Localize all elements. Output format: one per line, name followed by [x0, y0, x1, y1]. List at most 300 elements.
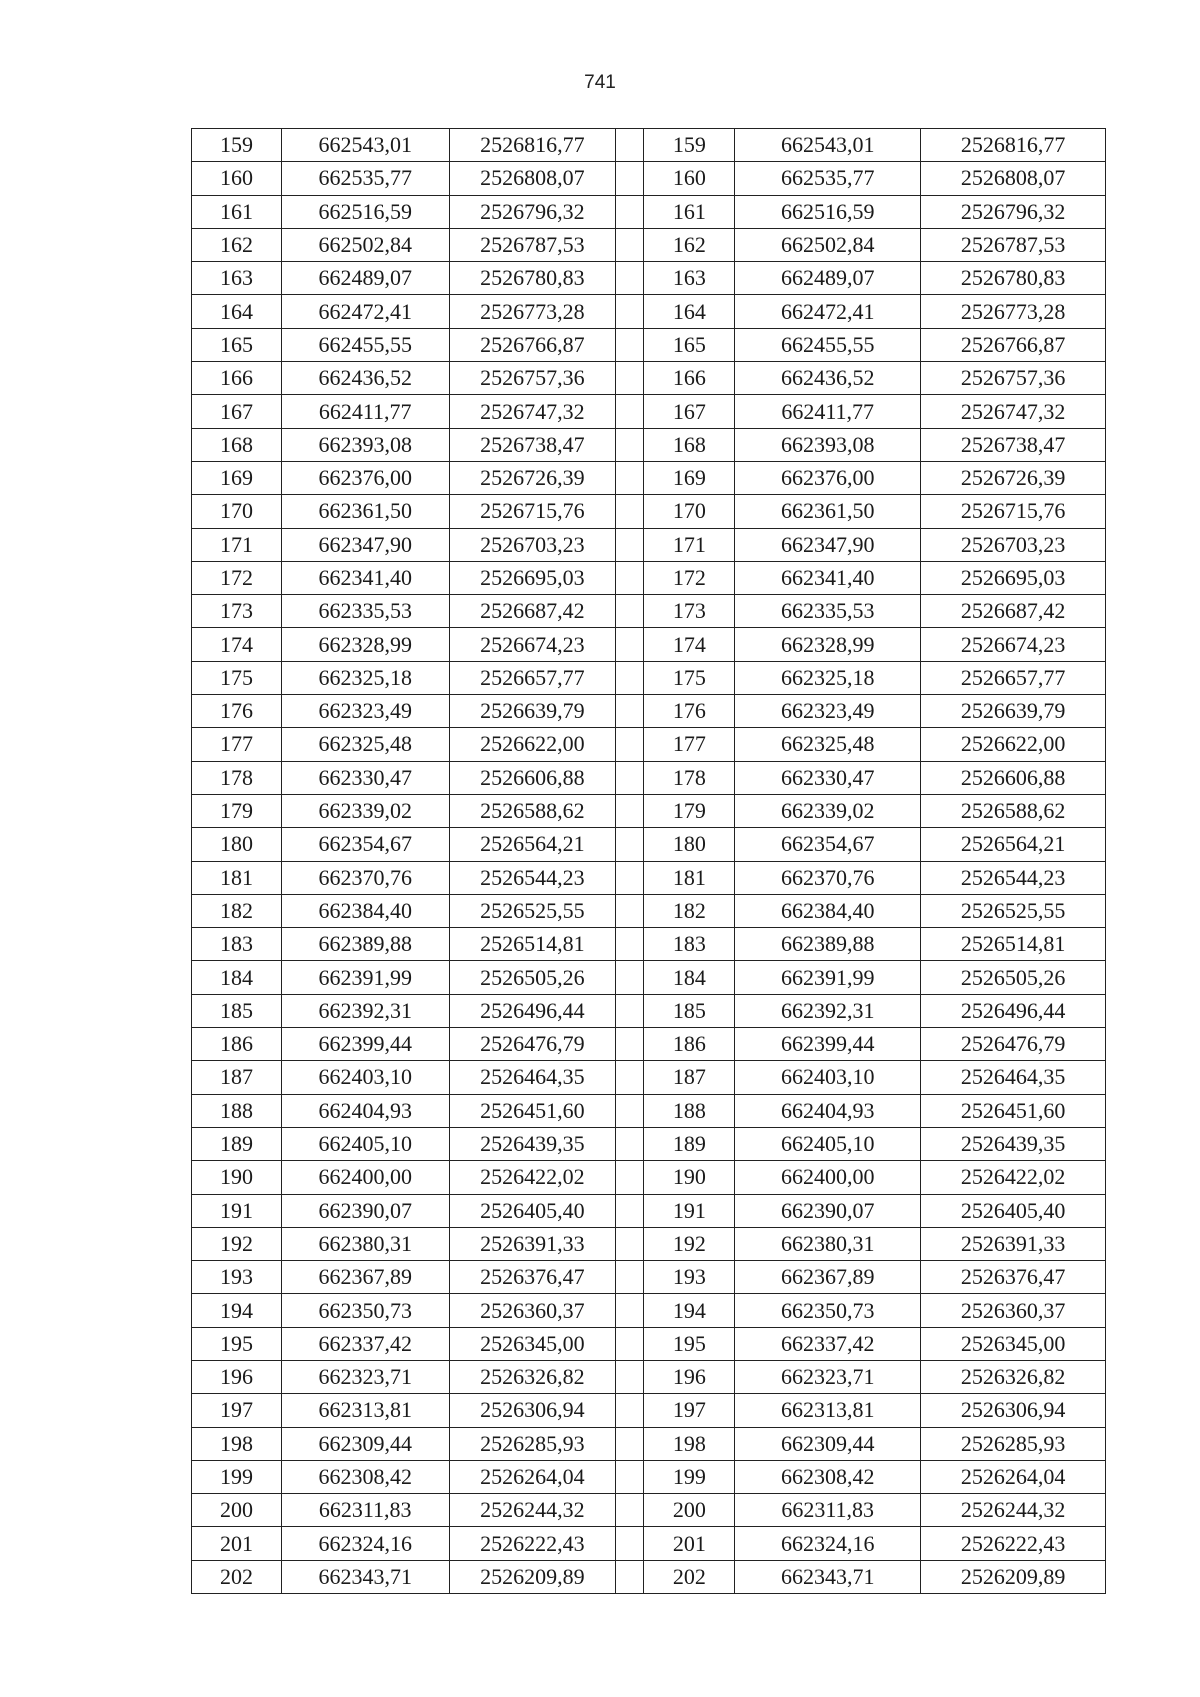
empty-separator-cell: [616, 1028, 644, 1061]
point-number-cell-2: 175: [644, 661, 735, 694]
point-number-cell: 191: [192, 1194, 282, 1227]
table-row: [192, 461, 1106, 494]
empty-separator-cell: [616, 994, 644, 1027]
y-coordinate-cell: 2526505,26: [449, 961, 616, 994]
y-coordinate-cell-2: 2526674,23: [921, 628, 1106, 661]
x-coordinate-cell-2: 662347,90: [735, 528, 921, 561]
y-coordinate-cell-2: 2526780,83: [921, 262, 1106, 295]
x-coordinate-cell-2: 662516,59: [735, 195, 921, 228]
point-number-cell: 190: [192, 1161, 282, 1194]
y-coordinate-cell: 2526345,00: [449, 1327, 616, 1360]
table-row: [192, 728, 1106, 761]
point-number-cell-2: 170: [644, 495, 735, 528]
empty-separator-cell: [616, 1094, 644, 1127]
point-number-cell: 162: [192, 228, 282, 261]
y-coordinate-cell-2: 2526564,21: [921, 828, 1106, 861]
y-coordinate-cell: 2526464,35: [449, 1061, 616, 1094]
y-coordinate-cell: 2526622,00: [449, 728, 616, 761]
x-coordinate-cell: 662324,16: [281, 1527, 449, 1560]
point-number-cell: 184: [192, 961, 282, 994]
x-coordinate-cell-2: 662354,67: [735, 828, 921, 861]
empty-separator-cell: [616, 528, 644, 561]
x-coordinate-cell-2: 662343,71: [735, 1560, 921, 1593]
table-row: [192, 395, 1106, 428]
point-number-cell-2: 200: [644, 1494, 735, 1527]
y-coordinate-cell: 2526808,07: [449, 162, 616, 195]
y-coordinate-cell: 2526757,36: [449, 362, 616, 395]
y-coordinate-cell: 2526264,04: [449, 1460, 616, 1493]
x-coordinate-cell-2: 662436,52: [735, 362, 921, 395]
table-row: [192, 129, 1106, 162]
point-number-cell: 196: [192, 1360, 282, 1393]
point-number-cell: 202: [192, 1560, 282, 1593]
y-coordinate-cell: 2526544,23: [449, 861, 616, 894]
x-coordinate-cell-2: 662361,50: [735, 495, 921, 528]
y-coordinate-cell-2: 2526816,77: [921, 129, 1106, 162]
empty-separator-cell: [616, 628, 644, 661]
y-coordinate-cell-2: 2526747,32: [921, 395, 1106, 428]
empty-separator-cell: [616, 129, 644, 162]
y-coordinate-cell: 2526787,53: [449, 228, 616, 261]
y-coordinate-cell-2: 2526687,42: [921, 595, 1106, 628]
point-number-cell-2: 188: [644, 1094, 735, 1127]
point-number-cell-2: 192: [644, 1227, 735, 1260]
x-coordinate-cell: 662403,10: [281, 1061, 449, 1094]
x-coordinate-cell-2: 662411,77: [735, 395, 921, 428]
empty-separator-cell: [616, 894, 644, 927]
table-row: [192, 1527, 1106, 1560]
y-coordinate-cell: 2526780,83: [449, 262, 616, 295]
empty-separator-cell: [616, 595, 644, 628]
table-row: [192, 595, 1106, 628]
empty-separator-cell: [616, 1127, 644, 1160]
x-coordinate-cell-2: 662324,16: [735, 1527, 921, 1560]
x-coordinate-cell: 662516,59: [281, 195, 449, 228]
point-number-cell: 200: [192, 1494, 282, 1527]
y-coordinate-cell: 2526476,79: [449, 1028, 616, 1061]
table-row: [192, 1560, 1106, 1593]
point-number-cell-2: 195: [644, 1327, 735, 1360]
x-coordinate-cell: 662309,44: [281, 1427, 449, 1460]
y-coordinate-cell-2: 2526476,79: [921, 1028, 1106, 1061]
y-coordinate-cell-2: 2526703,23: [921, 528, 1106, 561]
empty-separator-cell: [616, 1194, 644, 1227]
y-coordinate-cell: 2526514,81: [449, 928, 616, 961]
point-number-cell: 164: [192, 295, 282, 328]
point-number-cell-2: 182: [644, 894, 735, 927]
x-coordinate-cell: 662328,99: [281, 628, 449, 661]
point-number-cell-2: 176: [644, 695, 735, 728]
empty-separator-cell: [616, 1061, 644, 1094]
x-coordinate-cell-2: 662399,44: [735, 1028, 921, 1061]
x-coordinate-cell: 662347,90: [281, 528, 449, 561]
empty-separator-cell: [616, 295, 644, 328]
point-number-cell-2: 186: [644, 1028, 735, 1061]
y-coordinate-cell: 2526306,94: [449, 1394, 616, 1427]
x-coordinate-cell: 662339,02: [281, 794, 449, 827]
y-coordinate-cell: 2526285,93: [449, 1427, 616, 1460]
x-coordinate-cell: 662323,49: [281, 695, 449, 728]
point-number-cell-2: 165: [644, 328, 735, 361]
x-coordinate-cell: 662390,07: [281, 1194, 449, 1227]
point-number-cell-2: 199: [644, 1460, 735, 1493]
point-number-cell: 169: [192, 461, 282, 494]
table-row: [192, 1460, 1106, 1493]
empty-separator-cell: [616, 1560, 644, 1593]
empty-separator-cell: [616, 495, 644, 528]
table-row: [192, 1360, 1106, 1393]
table-row: [192, 794, 1106, 827]
point-number-cell-2: 190: [644, 1161, 735, 1194]
point-number-cell-2: 183: [644, 928, 735, 961]
y-coordinate-cell: 2526674,23: [449, 628, 616, 661]
x-coordinate-cell-2: 662543,01: [735, 129, 921, 162]
point-number-cell: 186: [192, 1028, 282, 1061]
y-coordinate-cell: 2526439,35: [449, 1127, 616, 1160]
x-coordinate-cell: 662370,76: [281, 861, 449, 894]
x-coordinate-cell-2: 662367,89: [735, 1261, 921, 1294]
table-row: [192, 328, 1106, 361]
point-number-cell-2: 201: [644, 1527, 735, 1560]
x-coordinate-cell-2: 662380,31: [735, 1227, 921, 1260]
y-coordinate-cell-2: 2526606,88: [921, 761, 1106, 794]
y-coordinate-cell: 2526703,23: [449, 528, 616, 561]
x-coordinate-cell: 662311,83: [281, 1494, 449, 1527]
y-coordinate-cell-2: 2526306,94: [921, 1394, 1106, 1427]
x-coordinate-cell-2: 662350,73: [735, 1294, 921, 1327]
point-number-cell-2: 197: [644, 1394, 735, 1427]
point-number-cell: 176: [192, 695, 282, 728]
point-number-cell: 201: [192, 1527, 282, 1560]
y-coordinate-cell-2: 2526244,32: [921, 1494, 1106, 1527]
y-coordinate-cell: 2526564,21: [449, 828, 616, 861]
table-row: [192, 428, 1106, 461]
y-coordinate-cell: 2526360,37: [449, 1294, 616, 1327]
x-coordinate-cell-2: 662308,42: [735, 1460, 921, 1493]
x-coordinate-cell: 662330,47: [281, 761, 449, 794]
x-coordinate-cell-2: 662337,42: [735, 1327, 921, 1360]
table-row: [192, 661, 1106, 694]
point-number-cell: 183: [192, 928, 282, 961]
y-coordinate-cell-2: 2526451,60: [921, 1094, 1106, 1127]
y-coordinate-cell-2: 2526787,53: [921, 228, 1106, 261]
y-coordinate-cell: 2526496,44: [449, 994, 616, 1027]
point-number-cell-2: 180: [644, 828, 735, 861]
y-coordinate-cell-2: 2526639,79: [921, 695, 1106, 728]
x-coordinate-cell: 662400,00: [281, 1161, 449, 1194]
point-number-cell-2: 178: [644, 761, 735, 794]
x-coordinate-cell: 662343,71: [281, 1560, 449, 1593]
y-coordinate-cell: 2526525,55: [449, 894, 616, 927]
point-number-cell-2: 185: [644, 994, 735, 1027]
empty-separator-cell: [616, 362, 644, 395]
point-number-cell-2: 184: [644, 961, 735, 994]
y-coordinate-cell-2: 2526464,35: [921, 1061, 1106, 1094]
point-number-cell: 159: [192, 129, 282, 162]
empty-separator-cell: [616, 1327, 644, 1360]
table-row: [192, 628, 1106, 661]
table-row: [192, 1127, 1106, 1160]
x-coordinate-cell: 662391,99: [281, 961, 449, 994]
table-row: [192, 228, 1106, 261]
x-coordinate-cell: 662543,01: [281, 129, 449, 162]
x-coordinate-cell-2: 662400,00: [735, 1161, 921, 1194]
x-coordinate-cell: 662350,73: [281, 1294, 449, 1327]
page-number: 741: [584, 72, 616, 93]
point-number-cell-2: 198: [644, 1427, 735, 1460]
x-coordinate-cell: 662367,89: [281, 1261, 449, 1294]
x-coordinate-cell-2: 662311,83: [735, 1494, 921, 1527]
table-row: [192, 961, 1106, 994]
point-number-cell-2: 161: [644, 195, 735, 228]
y-coordinate-cell-2: 2526345,00: [921, 1327, 1106, 1360]
x-coordinate-cell-2: 662472,41: [735, 295, 921, 328]
empty-separator-cell: [616, 1227, 644, 1260]
empty-separator-cell: [616, 228, 644, 261]
point-number-cell-2: 174: [644, 628, 735, 661]
x-coordinate-cell: 662354,67: [281, 828, 449, 861]
y-coordinate-cell-2: 2526405,40: [921, 1194, 1106, 1227]
x-coordinate-cell-2: 662323,71: [735, 1360, 921, 1393]
x-coordinate-cell-2: 662328,99: [735, 628, 921, 661]
y-coordinate-cell: 2526816,77: [449, 129, 616, 162]
empty-separator-cell: [616, 928, 644, 961]
point-number-cell-2: 163: [644, 262, 735, 295]
point-number-cell-2: 189: [644, 1127, 735, 1160]
y-coordinate-cell-2: 2526505,26: [921, 961, 1106, 994]
x-coordinate-cell: 662380,31: [281, 1227, 449, 1260]
x-coordinate-cell: 662393,08: [281, 428, 449, 461]
point-number-cell: 182: [192, 894, 282, 927]
y-coordinate-cell-2: 2526773,28: [921, 295, 1106, 328]
y-coordinate-cell-2: 2526766,87: [921, 328, 1106, 361]
point-number-cell: 168: [192, 428, 282, 461]
x-coordinate-cell-2: 662455,55: [735, 328, 921, 361]
point-number-cell-2: 187: [644, 1061, 735, 1094]
x-coordinate-cell-2: 662392,31: [735, 994, 921, 1027]
table-row: [192, 162, 1106, 195]
empty-separator-cell: [616, 1294, 644, 1327]
point-number-cell: 170: [192, 495, 282, 528]
table-row: [192, 1427, 1106, 1460]
empty-separator-cell: [616, 428, 644, 461]
point-number-cell: 187: [192, 1061, 282, 1094]
x-coordinate-cell: 662472,41: [281, 295, 449, 328]
y-coordinate-cell-2: 2526496,44: [921, 994, 1106, 1027]
y-coordinate-cell: 2526796,32: [449, 195, 616, 228]
point-number-cell: 173: [192, 595, 282, 628]
x-coordinate-cell: 662376,00: [281, 461, 449, 494]
y-coordinate-cell: 2526376,47: [449, 1261, 616, 1294]
y-coordinate-cell: 2526222,43: [449, 1527, 616, 1560]
y-coordinate-cell: 2526773,28: [449, 295, 616, 328]
y-coordinate-cell-2: 2526622,00: [921, 728, 1106, 761]
x-coordinate-cell: 662325,18: [281, 661, 449, 694]
point-number-cell-2: 159: [644, 129, 735, 162]
point-number-cell: 195: [192, 1327, 282, 1360]
y-coordinate-cell-2: 2526264,04: [921, 1460, 1106, 1493]
empty-separator-cell: [616, 761, 644, 794]
point-number-cell: 160: [192, 162, 282, 195]
point-number-cell: 163: [192, 262, 282, 295]
y-coordinate-cell-2: 2526808,07: [921, 162, 1106, 195]
table-row: [192, 195, 1106, 228]
empty-separator-cell: [616, 262, 644, 295]
x-coordinate-cell-2: 662384,40: [735, 894, 921, 927]
x-coordinate-cell-2: 662405,10: [735, 1127, 921, 1160]
x-coordinate-cell: 662404,93: [281, 1094, 449, 1127]
y-coordinate-cell: 2526451,60: [449, 1094, 616, 1127]
table-row: [192, 928, 1106, 961]
table-row: [192, 1094, 1106, 1127]
x-coordinate-cell: 662341,40: [281, 561, 449, 594]
y-coordinate-cell: 2526695,03: [449, 561, 616, 594]
x-coordinate-cell: 662535,77: [281, 162, 449, 195]
table-row: [192, 861, 1106, 894]
x-coordinate-cell-2: 662535,77: [735, 162, 921, 195]
table-row: [192, 828, 1106, 861]
y-coordinate-cell-2: 2526588,62: [921, 794, 1106, 827]
empty-separator-cell: [616, 695, 644, 728]
x-coordinate-cell-2: 662323,49: [735, 695, 921, 728]
x-coordinate-cell-2: 662391,99: [735, 961, 921, 994]
empty-separator-cell: [616, 195, 644, 228]
point-number-cell: 193: [192, 1261, 282, 1294]
empty-separator-cell: [616, 1527, 644, 1560]
y-coordinate-cell-2: 2526796,32: [921, 195, 1106, 228]
point-number-cell-2: 177: [644, 728, 735, 761]
table-row: [192, 1327, 1106, 1360]
x-coordinate-cell: 662337,42: [281, 1327, 449, 1360]
point-number-cell-2: 164: [644, 295, 735, 328]
x-coordinate-cell: 662325,48: [281, 728, 449, 761]
x-coordinate-cell: 662323,71: [281, 1360, 449, 1393]
point-number-cell-2: 162: [644, 228, 735, 261]
y-coordinate-cell-2: 2526514,81: [921, 928, 1106, 961]
table-row: [192, 1261, 1106, 1294]
y-coordinate-cell: 2526209,89: [449, 1560, 616, 1593]
point-number-cell: 180: [192, 828, 282, 861]
table-row: [192, 994, 1106, 1027]
point-number-cell-2: 179: [644, 794, 735, 827]
y-coordinate-cell: 2526326,82: [449, 1360, 616, 1393]
empty-separator-cell: [616, 1360, 644, 1393]
x-coordinate-cell: 662392,31: [281, 994, 449, 1027]
x-coordinate-cell-2: 662404,93: [735, 1094, 921, 1127]
point-number-cell: 199: [192, 1460, 282, 1493]
x-coordinate-cell: 662384,40: [281, 894, 449, 927]
empty-separator-cell: [616, 794, 644, 827]
y-coordinate-cell-2: 2526657,77: [921, 661, 1106, 694]
empty-separator-cell: [616, 828, 644, 861]
x-coordinate-cell: 662455,55: [281, 328, 449, 361]
empty-separator-cell: [616, 461, 644, 494]
y-coordinate-cell: 2526606,88: [449, 761, 616, 794]
table-row: [192, 561, 1106, 594]
x-coordinate-cell: 662502,84: [281, 228, 449, 261]
point-number-cell: 185: [192, 994, 282, 1027]
point-number-cell: 171: [192, 528, 282, 561]
empty-separator-cell: [616, 1460, 644, 1493]
point-number-cell-2: 166: [644, 362, 735, 395]
point-number-cell-2: 202: [644, 1560, 735, 1593]
point-number-cell: 172: [192, 561, 282, 594]
point-number-cell: 192: [192, 1227, 282, 1260]
x-coordinate-cell: 662411,77: [281, 395, 449, 428]
empty-separator-cell: [616, 1161, 644, 1194]
y-coordinate-cell: 2526766,87: [449, 328, 616, 361]
table-row: [192, 761, 1106, 794]
table-row: [192, 1161, 1106, 1194]
empty-separator-cell: [616, 1261, 644, 1294]
y-coordinate-cell-2: 2526285,93: [921, 1427, 1106, 1460]
point-number-cell: 165: [192, 328, 282, 361]
y-coordinate-cell: 2526244,32: [449, 1494, 616, 1527]
point-number-cell: 161: [192, 195, 282, 228]
point-number-cell: 197: [192, 1394, 282, 1427]
point-number-cell: 181: [192, 861, 282, 894]
table-row: [192, 528, 1106, 561]
empty-separator-cell: [616, 728, 644, 761]
table-row: [192, 1494, 1106, 1527]
empty-separator-cell: [616, 162, 644, 195]
x-coordinate-cell: 662313,81: [281, 1394, 449, 1427]
empty-separator-cell: [616, 661, 644, 694]
x-coordinate-cell-2: 662339,02: [735, 794, 921, 827]
y-coordinate-cell: 2526726,39: [449, 461, 616, 494]
x-coordinate-cell-2: 662309,44: [735, 1427, 921, 1460]
coordinates-table: [191, 128, 1106, 1594]
x-coordinate-cell-2: 662502,84: [735, 228, 921, 261]
x-coordinate-cell: 662436,52: [281, 362, 449, 395]
y-coordinate-cell: 2526747,32: [449, 395, 616, 428]
x-coordinate-cell-2: 662403,10: [735, 1061, 921, 1094]
x-coordinate-cell-2: 662341,40: [735, 561, 921, 594]
point-number-cell: 189: [192, 1127, 282, 1160]
x-coordinate-cell-2: 662370,76: [735, 861, 921, 894]
y-coordinate-cell-2: 2526222,43: [921, 1527, 1106, 1560]
point-number-cell: 194: [192, 1294, 282, 1327]
y-coordinate-cell: 2526715,76: [449, 495, 616, 528]
table-row: [192, 1028, 1106, 1061]
table-row: [192, 1194, 1106, 1227]
table-row: [192, 1294, 1106, 1327]
point-number-cell-2: 171: [644, 528, 735, 561]
y-coordinate-cell-2: 2526209,89: [921, 1560, 1106, 1593]
point-number-cell: 167: [192, 395, 282, 428]
empty-separator-cell: [616, 1394, 644, 1427]
x-coordinate-cell-2: 662330,47: [735, 761, 921, 794]
y-coordinate-cell: 2526391,33: [449, 1227, 616, 1260]
point-number-cell-2: 181: [644, 861, 735, 894]
y-coordinate-cell-2: 2526422,02: [921, 1161, 1106, 1194]
point-number-cell-2: 173: [644, 595, 735, 628]
x-coordinate-cell-2: 662325,48: [735, 728, 921, 761]
point-number-cell-2: 168: [644, 428, 735, 461]
x-coordinate-cell: 662335,53: [281, 595, 449, 628]
y-coordinate-cell: 2526422,02: [449, 1161, 616, 1194]
point-number-cell-2: 169: [644, 461, 735, 494]
table-row: [192, 295, 1106, 328]
table-row: [192, 495, 1106, 528]
y-coordinate-cell-2: 2526525,55: [921, 894, 1106, 927]
x-coordinate-cell: 662489,07: [281, 262, 449, 295]
point-number-cell-2: 191: [644, 1194, 735, 1227]
table-row: [192, 1394, 1106, 1427]
table-row: [192, 1227, 1106, 1260]
empty-separator-cell: [616, 1494, 644, 1527]
y-coordinate-cell-2: 2526695,03: [921, 561, 1106, 594]
